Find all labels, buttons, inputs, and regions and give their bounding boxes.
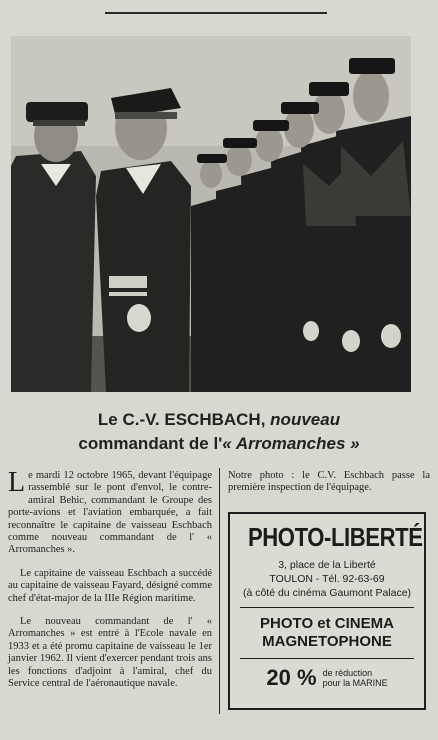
ad-separator-top [240,607,414,608]
sailors-inspection-illustration [11,36,411,392]
ad-discount-text [323,668,388,688]
headline-line-1 [0,408,438,432]
article-headline [0,408,438,456]
drop-cap: L [8,467,26,498]
article-paragraph-2: Le capitaine de vaisseau Eschbach a succédé au capitaine de vaisseau Fayard, désigné comme chef d'état-major de la IIIe Région maritime. [8,567,212,604]
ad-discount-text-1: de réduction [322,668,373,678]
article-paragraph-1-text: e mardi 12 octobre 1965, devant l'équipage rassemblé sur le pont d'envol, le contre-amiral Behic, commandant le Groupe des porte-avions et l'aviation embarquée, a fait reconnaître le capitaine de vaisseau Eschbach comme nouveau commandant de l' « Arromanches ». [8,470,212,556]
headline-line-1-plain: Le C.-V. ESCHBACH, [97,410,266,429]
advertisement-box [228,512,426,710]
ad-location-note: (à côté du cinéma Gaumont Palace) [242,587,412,599]
ad-discount [234,666,420,690]
headline-line-1-italic: nouveau [270,410,341,429]
headline-line-2 [0,432,438,456]
ad-discount-value: 20 % [266,665,317,690]
ad-brand-name: PHOTO-LIBERTÉ [247,522,423,552]
top-rule [105,12,327,14]
headline-line-2-italic: « Arromanches » [222,434,360,453]
ad-discount-text-2: pour la MARINE [322,678,388,688]
photo-caption: Notre photo : le C.V. Eschbach passe la première inspection de l'équipage. [228,470,430,494]
ad-city-phone: TOULON - Tél. 92-63-69 [269,573,385,585]
ad-separator-bottom [240,658,414,659]
ad-services-line-2: MAGNETOPHONE [262,633,392,650]
article-body [8,467,212,702]
article-paragraph-3: Le nouveau commandant de l' « Arromanches » est entré à l'Ecole navale en 1933 et a été promu capitaine de vaisseau le 1er janvier 1962. Il vient d'exercer pendant trois ans les fonctions d'adjoint à l'amiral, chef du Service central de l'aéronautique navale. [8,616,212,690]
headline-line-2-plain: commandant de l' [78,434,223,453]
ad-services-line-1: PHOTO et CINEMA [260,615,394,632]
article-paragraph-1 [8,467,212,557]
news-photo [11,36,411,392]
ad-address: 3, place de la Liberté [278,559,376,571]
column-divider [219,468,220,714]
